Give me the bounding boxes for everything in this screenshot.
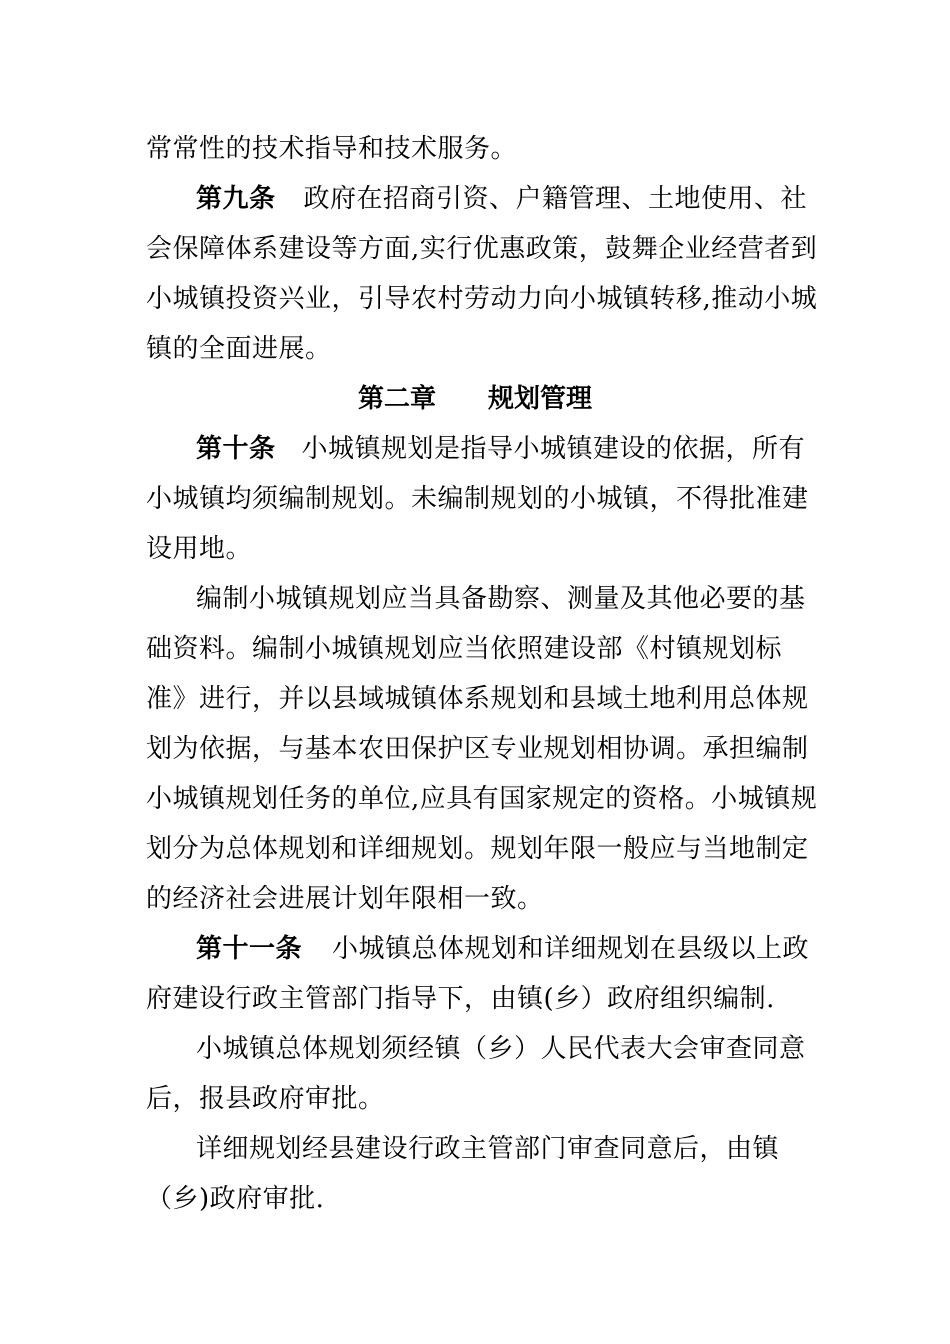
text-line: 础资料。编制小城镇规划应当依照建设部《村镇规划标 [146,634,783,664]
text-line: 后，报县政府审批。 [146,1084,385,1114]
text-line: 的经济社会进展计划年限相一致。 [146,884,544,914]
article-9-label: 第九条 [196,184,276,214]
chapter-number: 第二章 [357,384,436,414]
text-line: 小城镇规划任务的单位,应具有国家规定的资格。小城镇规 [146,784,818,814]
article-10-text: 小城镇规划是指导小城镇建设的依据，所有 [301,434,806,464]
text-line: 府建设行政主管部门指导下，由镇(乡）政府组织编制. [146,984,775,1014]
article-10-label: 第十条 [196,434,276,464]
text-line: （乡)政府审批. [146,1184,325,1214]
article-11-label: 第十一条 [196,934,303,964]
text-line: 小城镇均须编制规划。未编制规划的小城镇，不得批准建 [146,484,809,514]
text-line: 镇的全面进展。 [146,334,332,364]
chapter-title: 规划管理 [488,384,593,414]
text-line: 划为依据，与基本农田保护区专业规划相协调。承担编制 [146,734,809,764]
text-line: 设用地。 [146,534,253,564]
article-10-first-line [196,433,805,465]
article-11-first-line [196,933,809,965]
article-11-text: 小城镇总体规划和详细规划在县级以上政 [332,934,810,964]
article-9-text: 政府在招商引资、户籍管理、土地使用、社 [303,184,808,214]
text-line: 划分为总体规划和详细规划。规划年限一般应与当地制定 [146,834,809,864]
text-line: 小城镇投资兴业，引导农村劳动力向小城镇转移,推动小城 [146,284,818,314]
text-line: 常常性的技术指导和技术服务。 [146,134,518,164]
text-line: 小城镇总体规划须经镇（乡）人民代表大会审查同意 [196,1034,806,1064]
text-line: 编制小城镇规划应当具备勘察、测量及其他必要的基 [196,584,806,614]
chapter-heading [0,383,950,415]
article-9-first-line [196,183,807,215]
text-line: 会保障体系建设等方面,实行优惠政策，鼓舞企业经营者到 [146,234,818,264]
text-line: 准》进行，并以县域城镇体系规划和县域土地利用总体规 [146,684,809,714]
text-line: 详细规划经县建设行政主管部门审查同意后，由镇 [196,1134,780,1164]
